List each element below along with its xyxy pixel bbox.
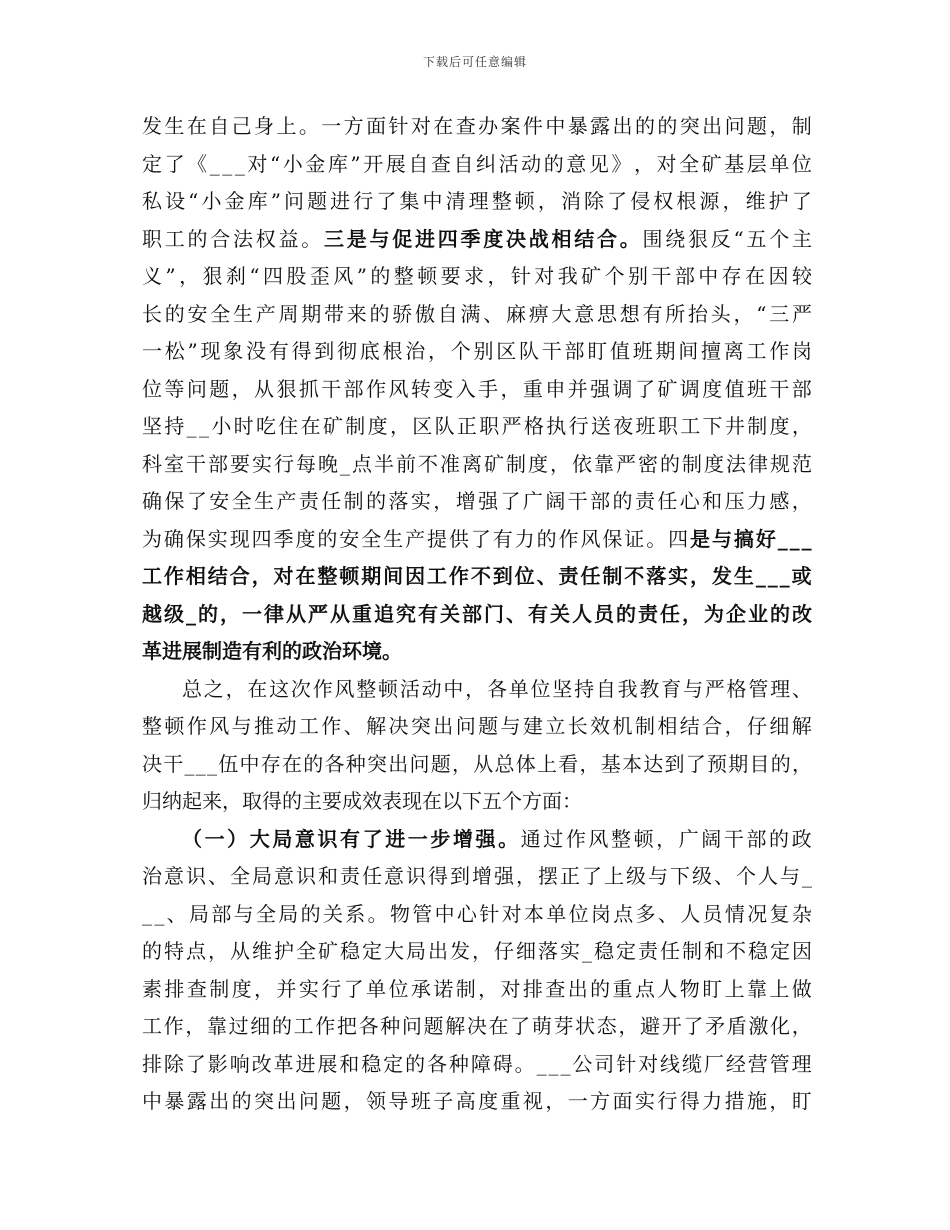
text-line: 工 作 相 结 合 ， 对 在 整 顿 期 间 因 工 作 不 到 位 、 责 任 制 不 落 实 ， 发 生 _ _ _ 或 — [142, 564, 812, 588]
text-line: 素 排 查 制 度 ， 并 实 行 了 单 位 承 诺 制 ， 对 排 查 出 的 重 点 人 物 盯 上 靠 上 做 — [142, 976, 812, 1001]
text-line: 职 工 的 合 法 权 益 。 三 是 与 促 进 四 季 度 决 战 相 结 合 。 围 绕 狠 反 “ 五 个 主 — [142, 226, 812, 251]
text-line: 坚 持 _ _ 小 时 吃 住 在 矿 制 度 ， 区 队 正 职 严 格 执 行 送 夜 班 职 工 下 井 制 度 ， — [142, 414, 812, 438]
text-line: 治 意 识 、 全 局 意 识 和 责 任 意 识 得 到 增 强 ， 摆 正 了 上 级 与 下 级 、 个 人 与 _ — [142, 864, 812, 888]
text-line: 私 设 “ 小 金 库 ” 问 题 进 行 了 集 中 清 理 整 顿 ， 消 除 了 侵 权 根 源 ， 维 护 了 — [142, 189, 812, 213]
text-line: 一 松 ” 现 象 没 有 得 到 彻 底 根 治 ， 个 别 区 队 干 部 盯 值 班 期 间 擅 离 工 作 岗 — [142, 339, 812, 363]
text-line: 发 生 在 自 己 身 上 。 一 方 面 针 对 在 查 办 案 件 中 暴 露 出 的 的 突 出 问 题 ， 制 — [142, 114, 812, 138]
text-line: 决 干 _ _ _ 伍 中 存 在 的 各 种 突 出 问 题 ， 从 总 体 上 看 ， 基 本 达 到 了 预 期 目 的 ， — [142, 751, 812, 776]
text-line: 中 暴 露 出 的 突 出 问 题 ， 领 导 班 子 高 度 重 视 ， 一 方 面 实 行 得 力 措 施 ， 盯 — [142, 1089, 812, 1113]
text-line: 长 的 安 全 生 产 周 期 带 来 的 骄 傲 自 满 、 麻 痹 大 意 思 想 有 所 抬 头 ， “ 三 严 — [142, 301, 812, 326]
text-line: 确 保 了 安 全 生 产 责 任 制 的 落 实 ， 增 强 了 广 阔 干 部 的 责 任 心 和 压 力 感 ， — [142, 489, 812, 513]
text-line: （ 一 ） 大 局 意 识 有 了 进 一 步 增 强 。 通 过 作 风 整 顿 ， 广 阔 干 部 的 政 — [182, 826, 812, 851]
text-line: 总 之 ， 在 这 次 作 风 整 顿 活 动 中 ， 各 单 位 坚 持 自 我 教 育 与 严 格 管 理 、 — [182, 676, 812, 701]
text-line: 归 纳 起 来 ， 取 得 的 主 要 成 效 表 现 在 以 下 五 个 方 面 ： — [142, 789, 582, 813]
page-header: 下载后可任意编辑 — [422, 55, 527, 69]
text-line: 工 作 ， 靠 过 细 的 工 作 把 各 种 问 题 解 决 在 了 萌 芽 状 态 ， 避 开 了 矛 盾 激 化 ， — [142, 1014, 812, 1038]
document-body — [142, 108, 812, 1121]
text-line: 越 级 _ 的 ， 一 律 从 严 从 重 追 究 有 关 部 门 、 有 关 人 员 的 责 任 ， 为 企 业 的 改 — [142, 601, 812, 626]
text-line: _ _ 、 局 部 与 全 局 的 关 系 。 物 管 中 心 针 对 本 单 位 岗 点 多 、 人 员 情 况 复 杂 — [142, 901, 812, 926]
text-line: 排 除 了 影 响 改 革 进 展 和 稳 定 的 各 种 障 碍 。 _ _ _ 公 司 针 对 线 缆 厂 经 营 管 理 — [142, 1051, 812, 1076]
text-line: 的 特 点 ， 从 维 护 全 矿 稳 定 大 局 出 发 ， 仔 细 落 实 _ 稳 定 责 任 制 和 不 稳 定 因 — [142, 939, 812, 963]
text-line: 义 ” ， 狠 刹 “ 四 股 歪 风 ” 的 整 顿 要 求 ， 针 对 我 矿 个 别 干 部 中 存 在 因 较 — [142, 264, 812, 288]
text-line: 位 等 问 题 ， 从 狠 抓 干 部 作 风 转 变 入 手 ， 重 申 并 强 调 了 矿 调 度 值 班 干 部 — [142, 376, 812, 401]
text-line: 科 室 干 部 要 实 行 每 晚 _ 点 半 前 不 准 离 矿 制 度 ， 依 靠 严 密 的 制 度 法 律 规 范 — [142, 451, 812, 476]
text-line: 整 顿 作 风 与 推 动 工 作 、 解 决 突 出 问 题 与 建 立 长 效 机 制 相 结 合 ， 仔 细 解 — [142, 714, 812, 738]
text-line: 为 确 保 实 现 四 季 度 的 安 全 生 产 提 供 了 有 力 的 作 风 保 证 。 四 是 与 搞 好 _ _ _ — [142, 526, 812, 551]
text-line: 革 进 展 制 造 有 利 的 政 治 环 境 。 — [142, 639, 402, 663]
text-line: 定 了 《 _ _ _ 对 “ 小 金 库 ” 开 展 自 查 自 纠 活 动 的 意 见 》 ， 对 全 矿 基 层 单 位 — [142, 151, 812, 176]
